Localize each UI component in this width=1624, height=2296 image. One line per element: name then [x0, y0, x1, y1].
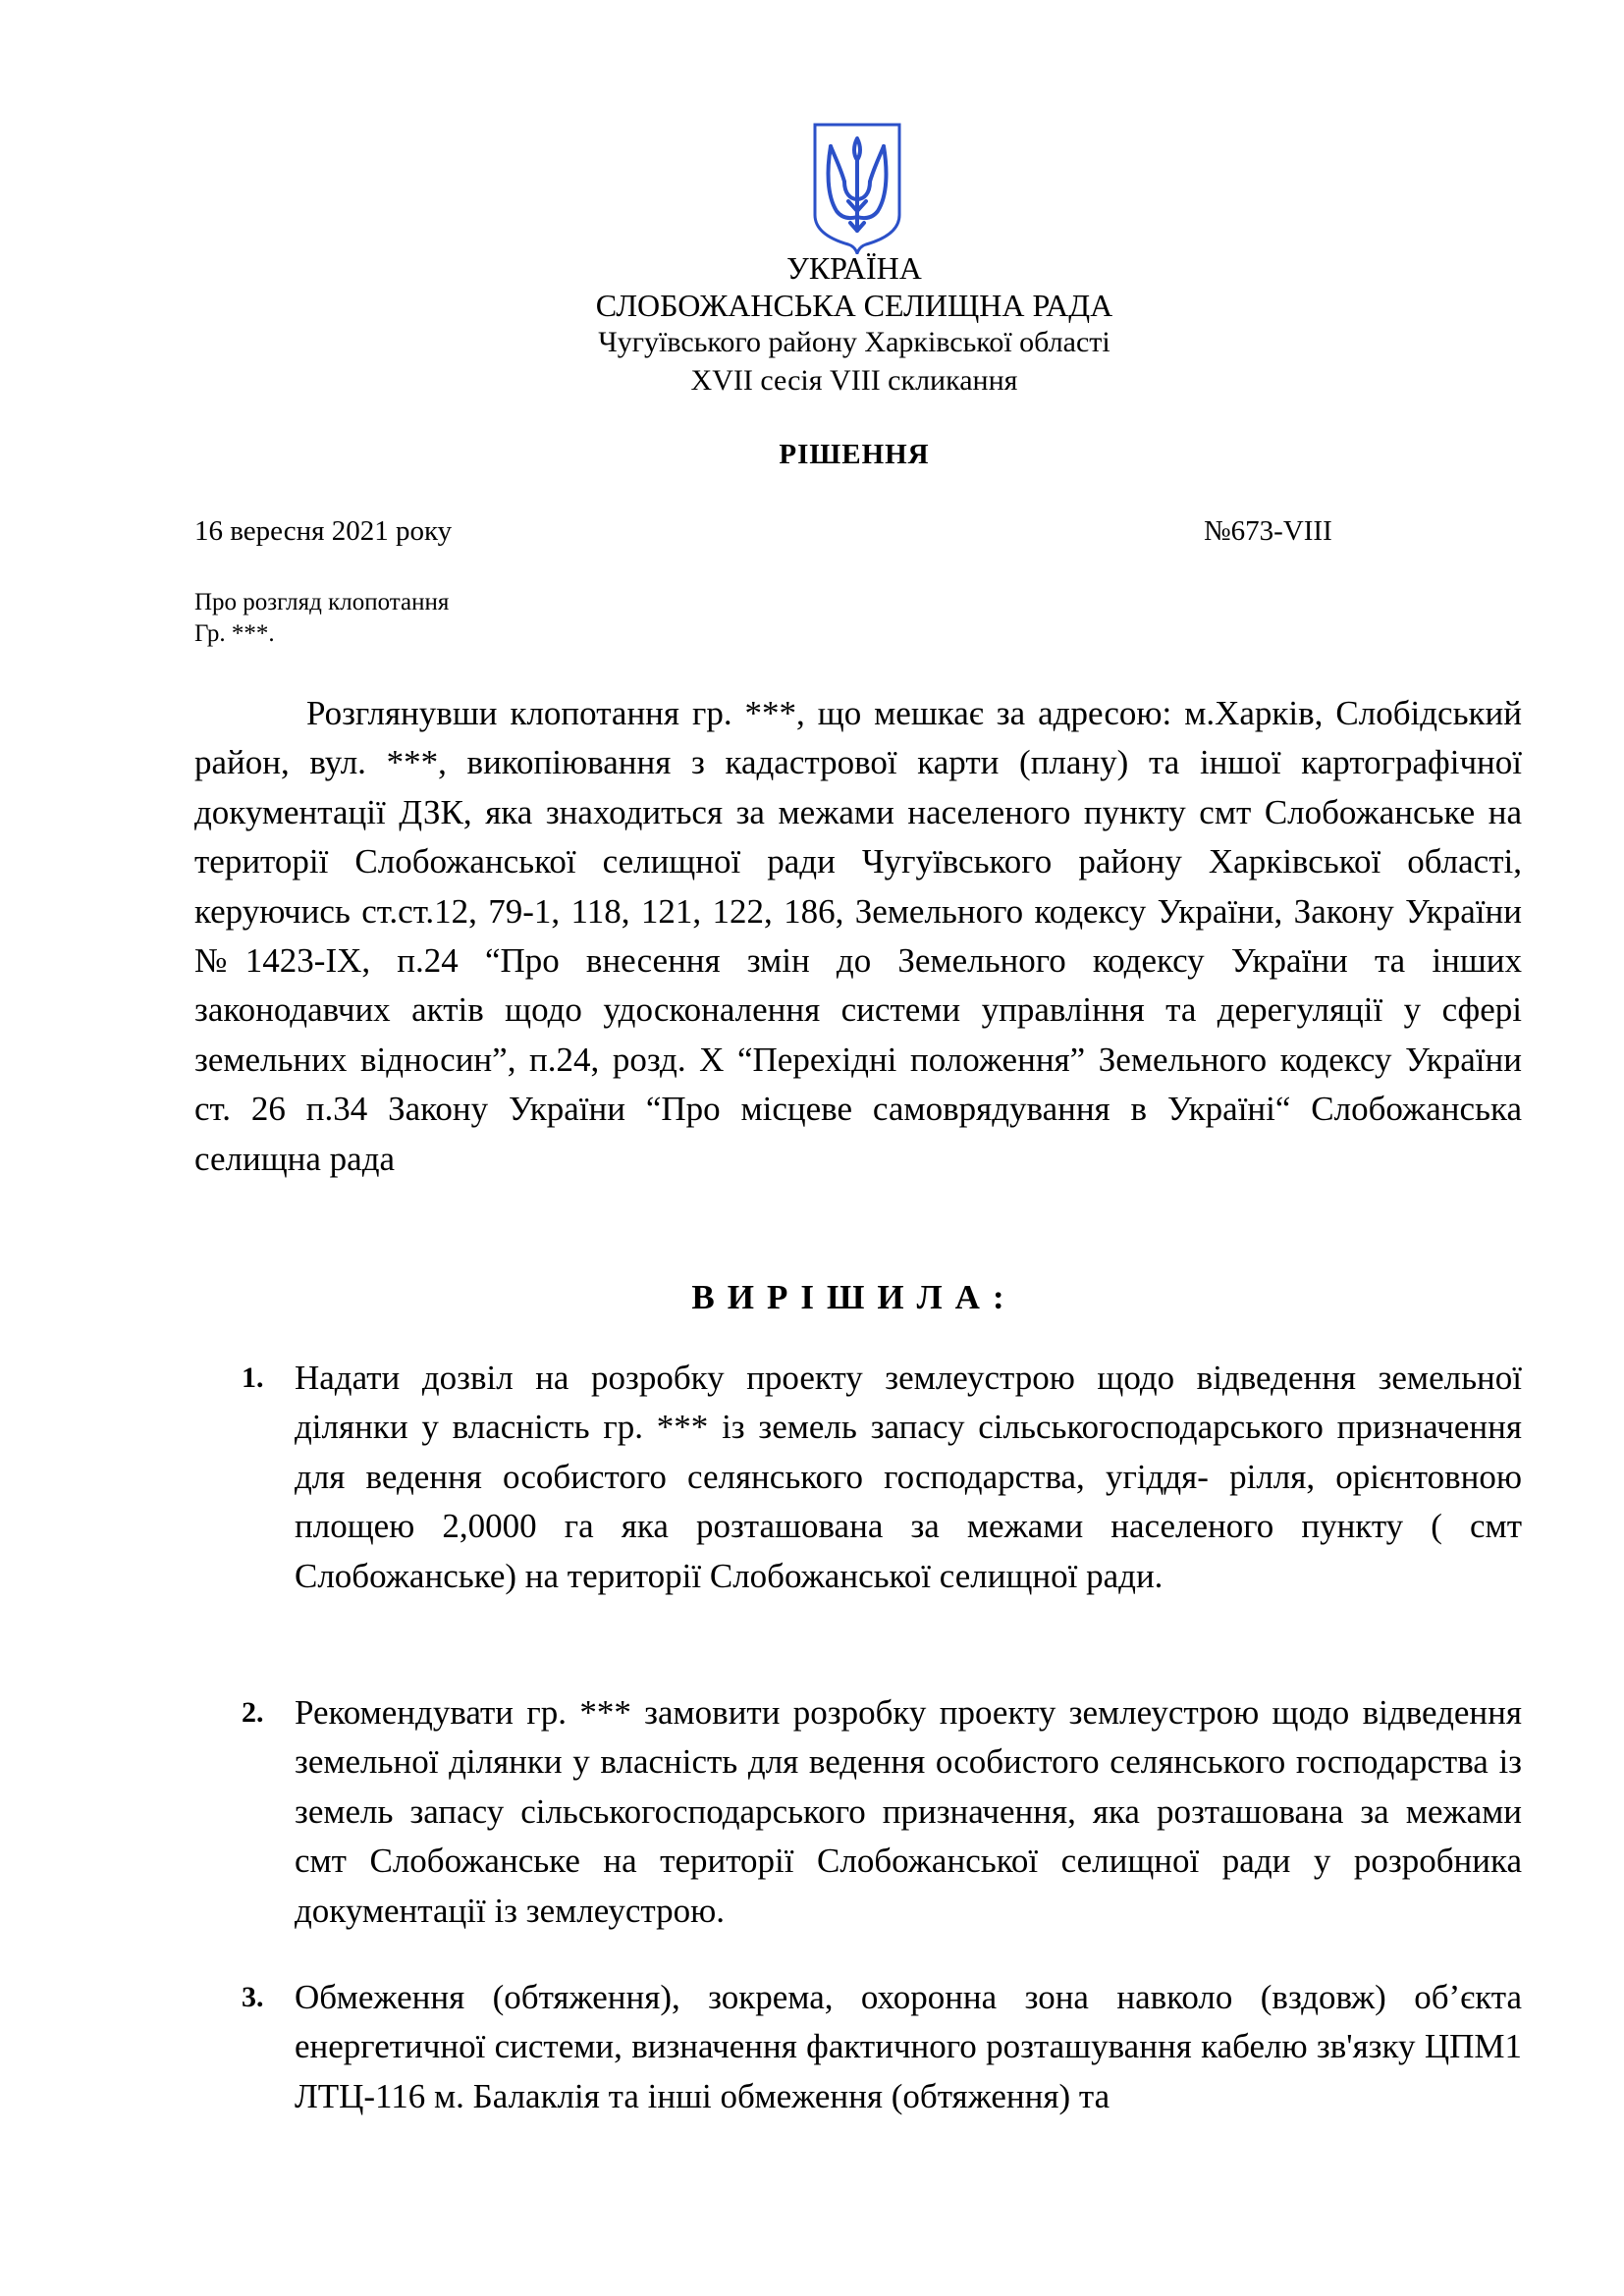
document-subject	[194, 587, 449, 650]
decision-item	[242, 1354, 1522, 1601]
item-text: Надати дозвіл на розробку проекту землеустрою щодо відведення земельної ділянки у власність гр. *** із земель запасу сільськогосподарського призначення для ведення особистого селянського господарства, угіддя- рілля, орієнтовною площею 2,0000 га яка розташована за межами населеного пункту ( смт Слобожанське) на території Слобожанської селищної ради.	[295, 1359, 1522, 1595]
subject-line-1: Про розгляд клопотання	[194, 589, 450, 615]
subject-line-2: Гр. ***.	[194, 620, 275, 647]
ukraine-coat-of-arms-icon	[811, 121, 903, 254]
item-number: 2.	[242, 1696, 264, 1729]
header-district: Чугуївського району Харківської області	[598, 326, 1110, 358]
header-council: СЛОБОЖАНСЬКА СЕЛИЩНА РАДА	[595, 288, 1113, 323]
document-date: 16 вересня 2021 року	[194, 515, 453, 547]
item-text: Обмеження (обтяження), зокрема, охоронна зона навколо (вздовж) об’єкта енергетичної системи, визначення фактичного розташування кабелю зв'язку ЦПМ1 ЛТЦ-116 м. Балаклія та інші обмеження (обтяження) та	[295, 1978, 1522, 2115]
resolved-heading: ВИРІШИЛА:	[691, 1278, 1017, 1316]
header-session: XVII сесія VIII скликання	[690, 364, 1018, 397]
item-number: 1.	[242, 1362, 264, 1394]
document-title: РІШЕННЯ	[779, 439, 930, 470]
document-number: №673-VIII	[1204, 515, 1332, 547]
item-number: 3.	[242, 1981, 264, 2013]
decision-item	[242, 1688, 1522, 1936]
header-country: УКРАЇНА	[786, 250, 922, 286]
preamble-paragraph: Розглянувши клопотання гр. ***, що мешкає за адресою: м.Харків, Слобідський район, вул. ***, викопіювання з кадастрової карти (плану) та іншої картографічної документації ДЗК, яка знаходиться за межами населеного пункту смт Слобожанське на території Слобожанської селищної ради Чугуївського району Харківської області, керуючись ст.ст.12, 79-1, 118, 121, 122, 186, Земельного кодексу України, Закону України №1423-ІХ, п.24 “Про внесення змін до Земельного кодексу України та інших законодавчих актів щодо удосконалення системи управління та дерегуляції у сфері земельних відносин”, п.24, розд. Х “Перехідні положення” Земельного кодексу України ст. 26 п.34 Закону України “Про місцеве самоврядування в Україні“ Слобожанська селищна рада	[194, 694, 1522, 1178]
decision-item	[242, 1973, 1522, 2121]
item-text: Рекомендувати гр. *** замовити розробку проекту землеустрою щодо відведення земельної ділянки у власність для ведення особистого селянського господарства із земель запасу сільськогосподарського призначення, яка розташована за межами смт Слобожанське на території Слобожанської селищної ради у розробника документації із землеустрою.	[295, 1693, 1522, 1930]
